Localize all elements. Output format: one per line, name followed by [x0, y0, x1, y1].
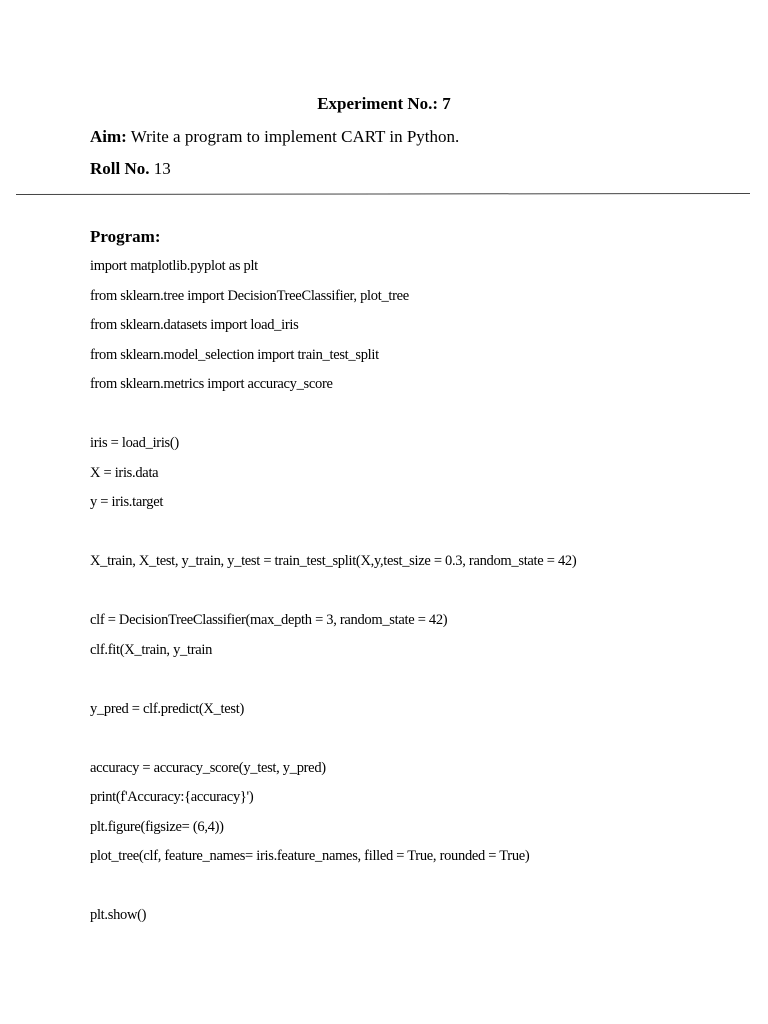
roll-line	[90, 158, 171, 180]
program-code	[90, 256, 576, 935]
aim-text: Write a program to implement CART in Python.	[126, 127, 460, 146]
code-line: y_pred = clf.predict(X_test)	[90, 700, 244, 717]
program-heading: Program:	[90, 227, 161, 246]
code-blank-line	[90, 876, 576, 906]
code-line: clf.fit(X_train, y_train	[90, 641, 213, 658]
code-line: plt.show()	[90, 907, 147, 923]
roll-label: Roll No.	[90, 159, 150, 178]
horizontal-divider	[16, 193, 750, 195]
aim-label: Aim:	[90, 127, 127, 146]
code-line: y = iris.target	[90, 494, 164, 510]
code-line: import matplotlib.pyplot as plt	[90, 258, 258, 274]
code-blank-line	[90, 522, 576, 552]
code-blank-line	[90, 581, 576, 611]
code-line: X = iris.data	[90, 464, 159, 481]
code-blank-line	[90, 669, 576, 699]
code-line: from sklearn.model_selection import train_test_split	[90, 346, 379, 363]
code-blank-line	[90, 728, 576, 758]
code-blank-line	[90, 404, 576, 434]
code-line: clf = DecisionTreeClassifier(max_depth = 3, random_state = 42)	[90, 612, 448, 628]
code-line: accuracy = accuracy_score(y_test, y_pred)	[90, 759, 326, 776]
code-line: iris = load_iris()	[90, 435, 179, 451]
code-line: plot_tree(clf, feature_names= iris.feature_names, filled = True, rounded = True)	[90, 848, 530, 864]
roll-value: 13	[149, 159, 171, 178]
code-line: from sklearn.datasets import load_iris	[90, 317, 299, 333]
code-line: plt.figure(figsize= (6,4))	[90, 818, 224, 835]
code-line: from sklearn.tree import DecisionTreeClassifier, plot_tree	[90, 287, 409, 304]
code-line: print(f'Accuracy:{accuracy}')	[90, 789, 254, 805]
code-line: from sklearn.metrics import accuracy_score	[90, 376, 333, 392]
experiment-title: Experiment No.: 7	[317, 94, 451, 113]
aim-line	[90, 126, 459, 148]
code-line: X_train, X_test, y_train, y_test = train_test_split(X,y,test_size = 0.3, random_state = 42)	[90, 553, 577, 569]
